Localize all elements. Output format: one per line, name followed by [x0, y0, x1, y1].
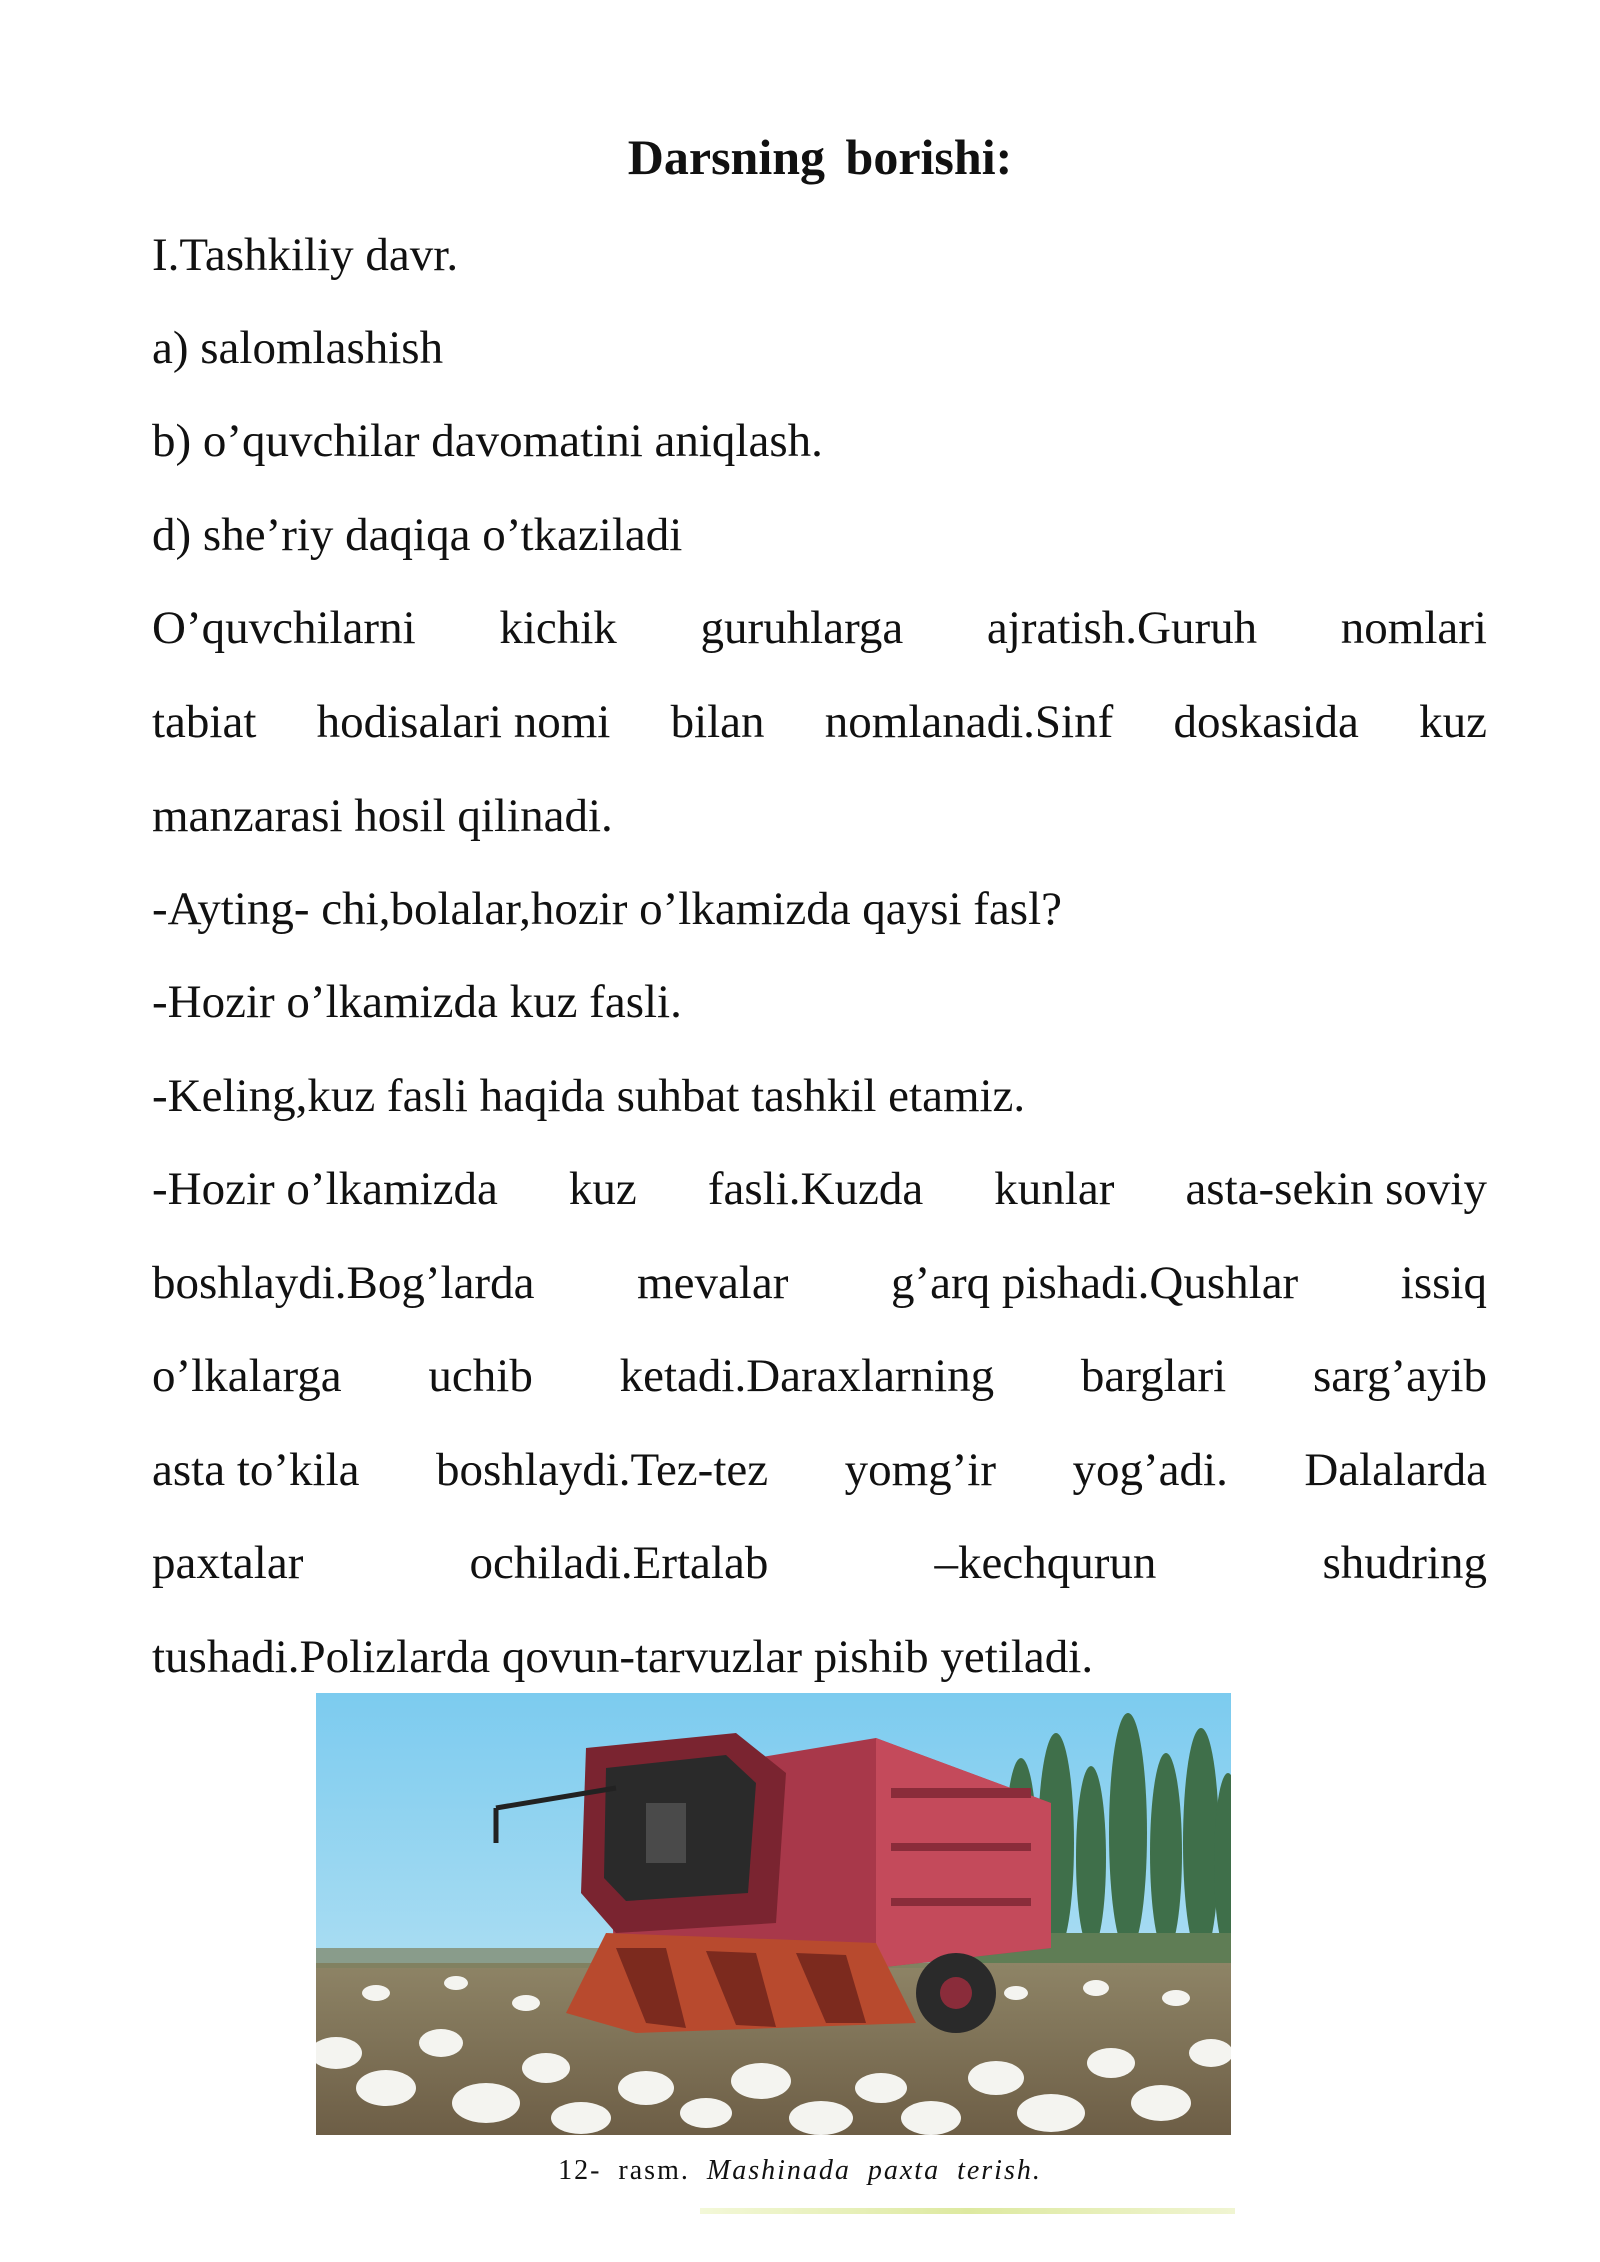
paragraph-autumn-line-3	[152, 1346, 1487, 1406]
list-item-attendance: b) o’quvchilar davomatini aniqlash.	[152, 415, 823, 467]
organizational-stage: I.Tashkiliy davr.	[152, 229, 459, 281]
paragraph-autumn-line-5	[152, 1533, 1487, 1593]
word: Dalalarda	[1304, 1444, 1487, 1496]
word: ajratish.Guruh	[986, 602, 1258, 654]
word: asta-sekin soviy	[1185, 1163, 1487, 1215]
paragraph-autumn-line-4	[152, 1440, 1487, 1500]
paragraph-autumn-line-2	[152, 1253, 1487, 1313]
word: nomlari	[1340, 602, 1487, 654]
dialogue-answer: -Hozir o’lkamizda kuz fasli.	[152, 976, 682, 1028]
list-item-greeting: a) salomlashish	[152, 322, 444, 374]
word: uchib	[428, 1350, 533, 1402]
dialogue-question: -Ayting- chi,bolalar,hozir o’lkamizda qaysi fasl?	[152, 883, 1062, 935]
word: kunlar	[994, 1163, 1115, 1215]
caption-decoration	[700, 2208, 1235, 2214]
word: nomlanadi.Sinf	[824, 696, 1114, 748]
word: ochiladi.Ertalab	[469, 1537, 769, 1589]
word: yog’adi.	[1072, 1444, 1228, 1496]
word: tabiat	[152, 696, 257, 748]
word: O’quvchilarni	[152, 602, 416, 654]
word: paxtalar	[152, 1537, 304, 1589]
word: g’arq pishadi.Qushlar	[890, 1257, 1299, 1309]
word: o’lkalarga	[152, 1350, 342, 1402]
word: bilan	[670, 696, 765, 748]
word: shudring	[1322, 1537, 1487, 1589]
word: mevalar	[637, 1257, 789, 1309]
word: kuz	[568, 1163, 637, 1215]
word: –kechqurun	[934, 1537, 1157, 1589]
figure-caption	[0, 2155, 1600, 2187]
word: barglari	[1080, 1350, 1227, 1402]
paragraph-groups-line-3: manzarasi hosil qilinadi.	[152, 790, 613, 842]
word: hodisalari nomi	[316, 696, 611, 748]
dialogue-invitation: -Keling,kuz fasli haqida suhbat tashkil etamiz.	[152, 1070, 1026, 1122]
paragraph-autumn-line-6: tushadi.Polizlarda qovun-tarvuzlar pishib yetiladi.	[152, 1631, 1094, 1683]
word: issiq	[1400, 1257, 1487, 1309]
word: doskasida	[1173, 696, 1359, 748]
word: ketadi.Daraxlarning	[619, 1350, 995, 1402]
word: yomg’ir	[844, 1444, 997, 1496]
word: guruhlarga	[700, 602, 904, 654]
word: boshlaydi.Tez-tez	[436, 1444, 769, 1496]
lesson-heading: Darsning borishi:	[627, 129, 1013, 185]
list-item-poetry-minute: d) she’riy daqiqa o’tkaziladi	[152, 509, 683, 561]
word: kichik	[499, 602, 617, 654]
cotton-harvester-illustration	[316, 1693, 1231, 2135]
word: boshlaydi.Bog’larda	[152, 1257, 535, 1309]
paragraph-groups-line-1	[152, 598, 1487, 658]
paragraph-groups-line-2	[152, 692, 1487, 752]
figure-title: Mashinada paxta terish.	[706, 2155, 1042, 2186]
word: asta to’kila	[152, 1444, 360, 1496]
word: kuz	[1419, 696, 1487, 748]
paragraph-autumn-line-1	[152, 1159, 1487, 1219]
word: sarg’ayib	[1312, 1350, 1487, 1402]
figure-number: 12- rasm.	[558, 2155, 690, 2186]
word: -Hozir o’lkamizda	[152, 1163, 498, 1215]
word: fasli.Kuzda	[707, 1163, 924, 1215]
